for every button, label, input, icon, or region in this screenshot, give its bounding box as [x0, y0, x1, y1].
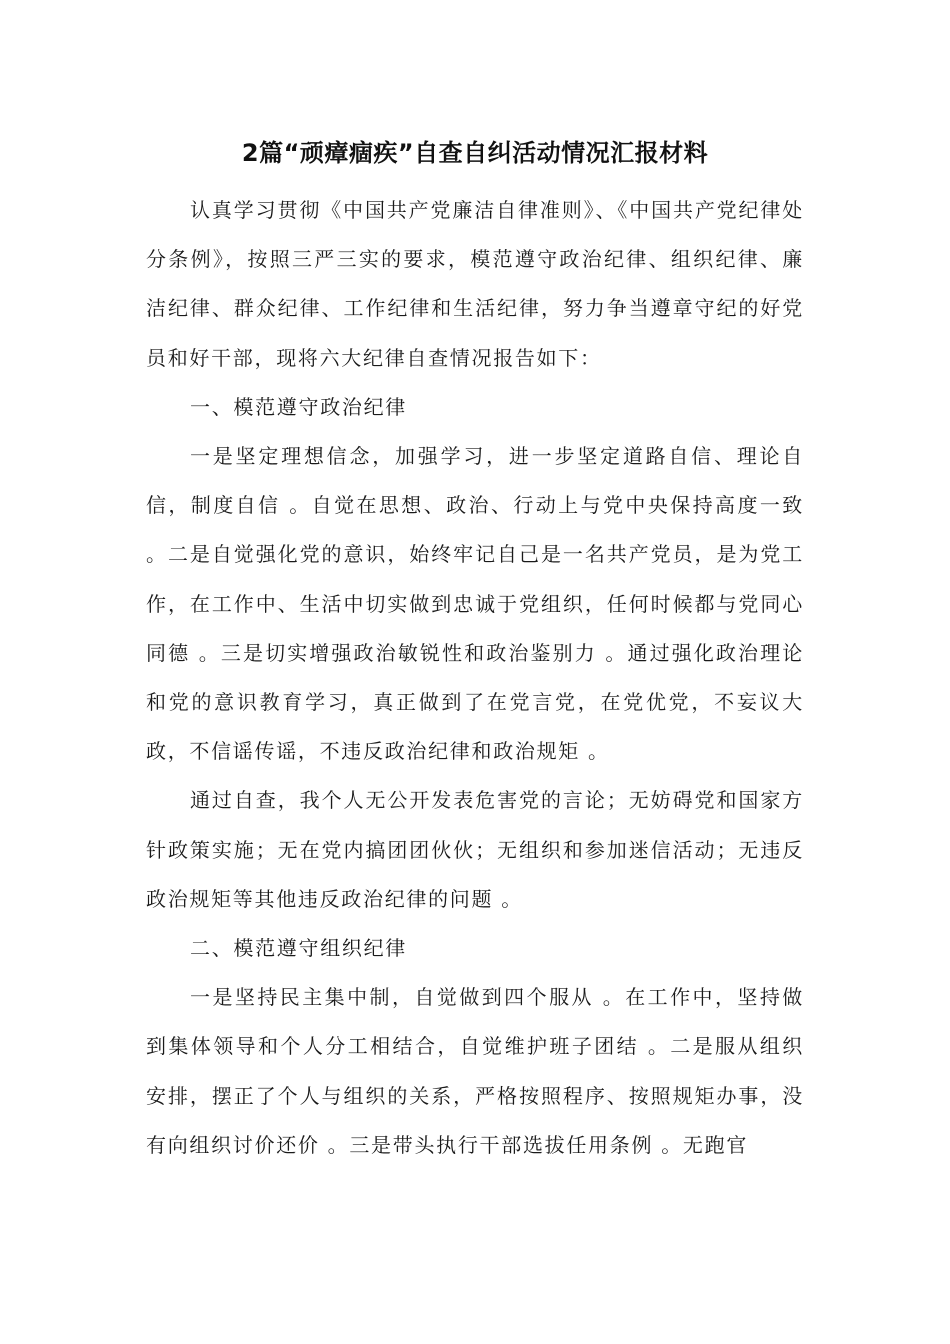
- political-paragraph-1: 一是坚定理想信念，加强学习，进一步坚定道路自信、理论自信，制度自信 。自觉在思想、政治、行动上与党中央保持高度一致 。二是自觉强化党的意识，始终牢记自己是一名共产党员，是为党工作，在工作中、生活中切实做到忠诚于党组织，任何时候都与党同心同德 。三是切实增强政治敏锐性和政治鉴别力 。通过强化政治理论和党的意识教育学习，真正做到了在党言党，在党优党，不妄议大政，不信谣传谣，不违反政治纪律和政治规矩 。: [146, 444, 804, 764]
- section-heading-organizational: 二、模范遵守组织纪律: [190, 936, 407, 961]
- document-title: 2篇“顽瘴痼疾”自查自纠活动情况汇报材料: [241, 139, 709, 167]
- organizational-paragraph-1: 一是坚持民主集中制，自觉做到四个服从 。在工作中，坚持做到集体领导和个人分工相结合，自觉维护班子团结 。二是服从组织安排，摆正了个人与组织的关系，严格按照程序、按照规矩办事，没有向组织讨价还价 。三是带头执行干部选拔任用条例 。无跑官: [146, 985, 804, 1157]
- intro-paragraph: 认真学习贯彻《中国共产党廉洁自律准则》、《中国共产党纪律处分条例》，按照三严三实的要求，模范遵守政治纪律、组织纪律、廉洁纪律、群众纪律、工作纪律和生活纪律，努力争当遵章守纪的好党员和好干部，现将六大纪律自查情况报告如下：: [146, 198, 804, 370]
- section-heading-political: 一、模范遵守政治纪律: [190, 394, 407, 419]
- document-body: [146, 186, 804, 1170]
- political-paragraph-2: 通过自查，我个人无公开发表危害党的言论；无妨碍党和国家方针政策实施；无在党内搞团团伙伙；无组织和参加迷信活动；无违反政治规矩等其他违反政治纪律的问题 。: [146, 788, 804, 911]
